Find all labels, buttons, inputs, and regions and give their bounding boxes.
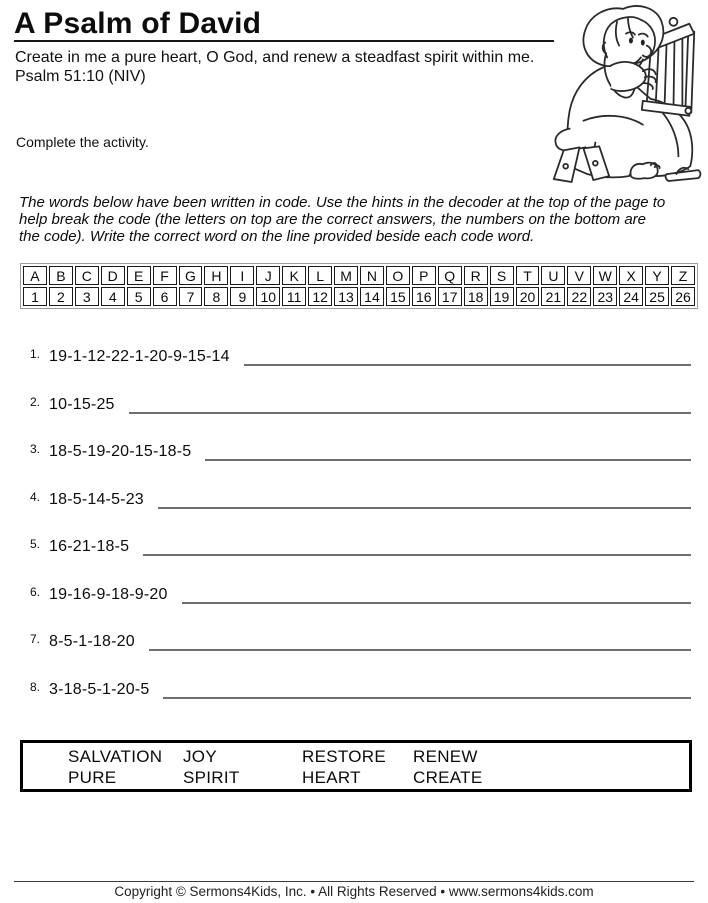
decoder-cell: J: [256, 266, 280, 285]
verse-reference: Psalm 51:10 (NIV): [15, 68, 146, 85]
decoder-cell: K: [282, 266, 306, 285]
decoder-cell: 23: [593, 287, 617, 306]
decoder-cell: I: [230, 266, 254, 285]
decoder-cell: 21: [541, 287, 565, 306]
item-code: 3-18-5-1-20-5: [49, 680, 150, 698]
verse-text: Create in me a pure heart, O God, and renew a steadfast spirit within me.: [15, 49, 535, 66]
answer-blank-line: [158, 507, 691, 509]
decoder-cell: 3: [75, 287, 99, 306]
decoder-cell: 1: [23, 287, 47, 306]
word-bank-word: RESTORE: [302, 746, 386, 766]
decoder-cell: 17: [438, 287, 462, 306]
decoder-cell: O: [386, 266, 410, 285]
decoder-cell: A: [23, 266, 47, 285]
decoder-cell: 14: [360, 287, 384, 306]
item-code: 8-5-1-18-20: [49, 633, 135, 650]
code-item-5: [0, 538, 708, 586]
code-item-6: [0, 586, 708, 634]
decoder-cell: T: [516, 266, 540, 285]
decoder-cell: H: [204, 266, 228, 285]
answer-blank-line: [149, 649, 691, 651]
decoder-cell: B: [49, 266, 73, 285]
decoder-letters-row: [23, 266, 695, 285]
item-number: 4.: [30, 489, 41, 504]
decoder-cell: G: [179, 266, 203, 285]
code-item-4: [0, 491, 708, 539]
decoder-cell: 10: [256, 287, 280, 306]
code-item-3: [0, 443, 708, 491]
decoder-cell: 6: [153, 287, 177, 306]
code-word-list: [0, 348, 708, 728]
decoder-cell: E: [127, 266, 151, 285]
decoder-cell: X: [619, 266, 643, 285]
activity-prompt: Complete the activity.: [16, 134, 149, 150]
decoder-cell: 20: [516, 287, 540, 306]
word-bank-box: [20, 740, 692, 792]
decoder-cell: 22: [567, 287, 591, 306]
item-number: 1.: [30, 347, 41, 361]
decoder-cell: Q: [438, 266, 462, 285]
decoder-cell: 5: [127, 287, 151, 306]
decoder-cell: R: [464, 266, 488, 285]
answer-blank-line: [143, 554, 691, 556]
decoder-cell: 19: [490, 287, 514, 306]
page-title: A Psalm of David: [14, 7, 262, 40]
item-number: 7.: [30, 632, 41, 646]
decoder-cell: N: [360, 266, 384, 285]
code-item-2: [0, 396, 708, 444]
decoder-cell: C: [75, 266, 99, 285]
word-bank-word: PURE: [68, 767, 117, 787]
item-code: 18-5-14-5-23: [49, 490, 144, 508]
decoder-cell: 13: [334, 287, 358, 306]
decoder-cell: 4: [101, 287, 125, 306]
decoder-cell: M: [334, 266, 358, 285]
word-bank-word: HEART: [302, 767, 361, 787]
code-item-1: [0, 348, 708, 396]
item-number: 2.: [30, 394, 41, 409]
footer-divider: [14, 881, 694, 882]
item-number: 6.: [30, 584, 41, 599]
decoder-cell: 26: [671, 287, 695, 306]
answer-blank-line: [182, 602, 691, 604]
word-bank-word: SALVATION: [68, 746, 163, 766]
decoder-cell: 16: [412, 287, 436, 306]
item-number: 8.: [30, 679, 41, 694]
decoder-cell: P: [412, 266, 436, 285]
decoder-cell: 24: [619, 287, 643, 306]
item-code: 19-1-12-22-1-20-9-15-14: [49, 348, 230, 365]
code-item-8: [0, 681, 708, 729]
decoder-table: [20, 263, 698, 309]
word-bank-word: CREATE: [413, 767, 483, 787]
copyright-text: Copyright © Sermons4Kids, Inc. • All Rights Reserved • www.sermons4kids.com: [114, 884, 594, 899]
decoder-cell: 18: [464, 287, 488, 306]
decoder-cell: 12: [308, 287, 332, 306]
item-code: 18-5-19-20-15-18-5: [49, 443, 192, 460]
word-bank-word: JOY: [183, 746, 217, 766]
decoder-cell: 2: [49, 287, 73, 306]
decoder-cell: F: [153, 266, 177, 285]
title-underline: [14, 40, 554, 42]
item-number: 5.: [30, 537, 41, 551]
decoder-cell: 7: [179, 287, 203, 306]
david-harp-illustration: [543, 2, 708, 185]
decoder-cell: Z: [671, 266, 695, 285]
answer-blank-line: [244, 364, 691, 366]
decoder-cell: 15: [386, 287, 410, 306]
item-code: 10-15-25: [49, 395, 115, 413]
decoder-cell: V: [567, 266, 591, 285]
decoder-cell: U: [541, 266, 565, 285]
decoder-cell: 25: [645, 287, 669, 306]
word-bank-word: SPIRIT: [183, 767, 240, 787]
david-playing-harp-icon: [543, 2, 708, 185]
decoder-cell: W: [593, 266, 617, 285]
decoder-numbers-row: [23, 287, 695, 306]
decoder-cell: L: [308, 266, 332, 285]
item-code: 19-16-9-18-9-20: [49, 585, 168, 603]
answer-blank-line: [163, 697, 691, 699]
decoder-cell: D: [101, 266, 125, 285]
decoder-cell: 8: [204, 287, 228, 306]
answer-blank-line: [129, 412, 691, 414]
decoder-cell: 11: [282, 287, 306, 306]
decoder-cell: S: [490, 266, 514, 285]
word-bank-word: RENEW: [413, 746, 478, 766]
code-instructions: The words below have been written in code. Use the hints in the decoder at the top of the page to help break the code (the letters on top are the correct answers, the numbers on the bottom are the code). Write the correct word on the line provided beside each code word.: [19, 194, 666, 245]
answer-blank-line: [205, 459, 691, 461]
item-code: 16-21-18-5: [49, 538, 130, 555]
code-item-7: [0, 633, 708, 681]
decoder-cell: Y: [645, 266, 669, 285]
decoder-cell: 9: [230, 287, 254, 306]
item-number: 3.: [30, 442, 41, 456]
